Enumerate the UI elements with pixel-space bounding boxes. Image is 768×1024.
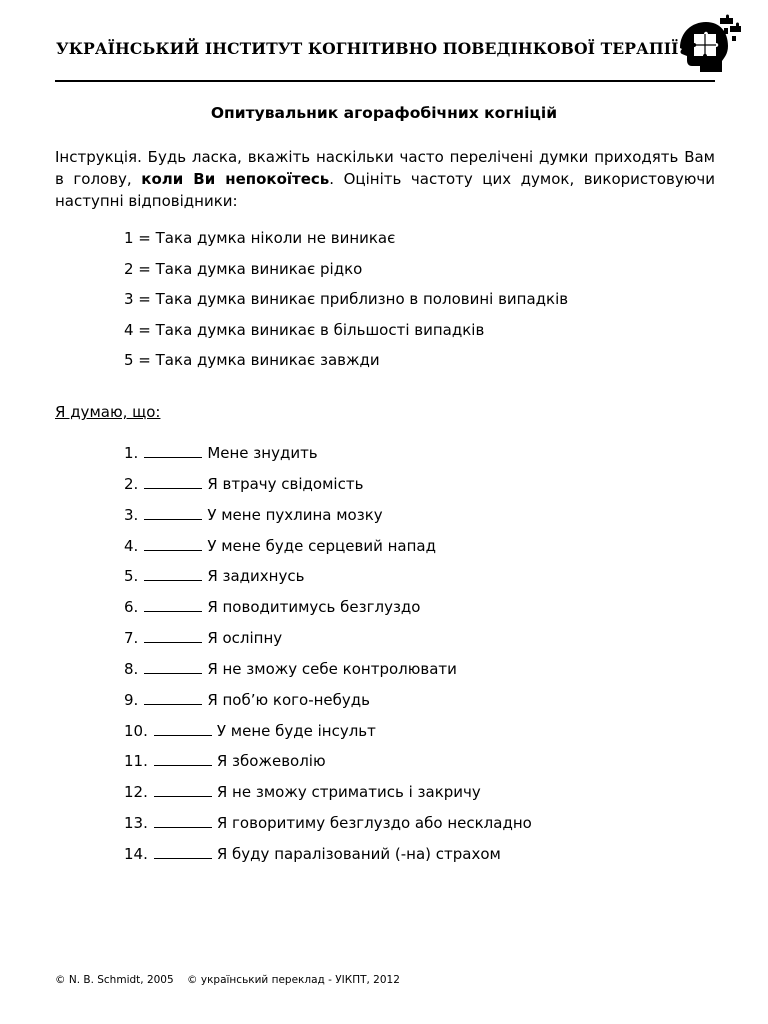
thought-item: [124, 721, 532, 752]
item-number: 13.: [124, 814, 148, 833]
scale-option: 3 = Така думка виникає приблизно в половині випадків: [124, 290, 569, 309]
item-number: 6.: [124, 598, 139, 617]
thought-item: [124, 505, 532, 536]
item-text: Я задихнусь: [207, 567, 305, 586]
answer-blank[interactable]: [144, 566, 202, 581]
item-text: Я збожеволію: [216, 752, 326, 771]
instruction-text-start: Інструкція. Будь ласка, вкажіть наскільки часто перелічені думки приходять Вам в голову,: [55, 148, 715, 188]
thought-item: [124, 474, 532, 505]
instruction-emphasis: коли Ви непокоїтесь: [141, 170, 330, 188]
item-text: Я втрачу свідомість: [207, 474, 364, 493]
thought-item: [124, 536, 532, 567]
item-text: У мене буде серцевий напад: [207, 536, 436, 555]
header-divider: [55, 80, 715, 82]
answer-blank[interactable]: [144, 443, 202, 458]
answer-blank[interactable]: [144, 597, 202, 612]
answer-blank[interactable]: [144, 659, 202, 674]
item-number: 9.: [124, 690, 139, 709]
questionnaire-title: Опитувальник агорафобічних когніцій: [210, 104, 558, 122]
scale-option: 1 = Така думка ніколи не виникає: [124, 229, 396, 247]
thoughts-prompt: Я думаю, що:: [55, 403, 161, 421]
item-text: Я поводитимусь безглуздо: [207, 598, 421, 617]
scale-option: 4 = Така думка виникає в більшості випадків: [124, 320, 485, 339]
instruction-text-end: . Оцініть частоту цих думок, використовуючи наступні відповідники:: [55, 170, 716, 210]
answer-blank[interactable]: [144, 536, 202, 551]
item-text: Я не зможу стриматись і закричу: [216, 783, 481, 802]
answer-blank[interactable]: [144, 474, 202, 489]
instruction-paragraph: [55, 146, 715, 212]
answer-blank[interactable]: [144, 690, 202, 705]
thought-item: [124, 597, 532, 628]
thought-item: [124, 782, 532, 813]
thought-item: [124, 566, 532, 597]
copyright-original: © N. B. Schmidt, 2005: [55, 974, 174, 986]
item-text: Я поб’ю кого-небудь: [207, 690, 370, 709]
item-number: 4.: [124, 536, 139, 555]
answer-blank[interactable]: [154, 813, 212, 828]
scale-option: 5 = Така думка виникає завжди: [124, 351, 380, 370]
item-number: 8.: [124, 659, 139, 678]
item-text: Мене знудить: [207, 444, 318, 462]
item-number: 5.: [124, 567, 139, 586]
item-number: 3.: [124, 505, 139, 524]
item-text: Я говоритиму безглуздо або нескладно: [216, 814, 532, 833]
item-text: Я буду паралізований (-на) страхом: [216, 844, 501, 863]
head-puzzle-icon: [670, 12, 742, 78]
item-number: 7.: [124, 629, 139, 648]
thought-item: [124, 690, 532, 721]
item-text: У мене пухлина мозку: [207, 505, 383, 524]
rating-scale: [124, 229, 568, 382]
answer-blank[interactable]: [154, 721, 212, 736]
item-number: 2.: [124, 474, 139, 493]
answer-blank[interactable]: [154, 782, 212, 797]
copyright-translation: © український переклад - УІКПТ, 2012: [187, 974, 400, 986]
thought-items-list: [124, 443, 532, 875]
thought-item: [124, 751, 532, 782]
item-text: Я осліпну: [207, 629, 283, 648]
scale-option: 2 = Така думка виникає рідко: [124, 259, 363, 278]
answer-blank[interactable]: [154, 844, 212, 859]
item-text: У мене буде інсульт: [216, 721, 376, 740]
item-number: 11.: [124, 752, 148, 771]
thought-item: [124, 659, 532, 690]
institute-title: УКРАЇНСЬКИЙ ІНСТИТУТ КОГНІТИВНО ПОВЕДІНКОВОЇ ТЕРАПІЇ: [56, 39, 679, 58]
thought-item: [124, 443, 532, 474]
item-number: 14.: [124, 844, 148, 863]
item-number: 10.: [124, 721, 148, 740]
thought-item: [124, 628, 532, 659]
thought-item: [124, 844, 532, 875]
item-number: 12.: [124, 783, 148, 802]
answer-blank[interactable]: [154, 751, 212, 766]
answer-blank[interactable]: [144, 505, 202, 520]
thought-item: [124, 813, 532, 844]
answer-blank[interactable]: [144, 628, 202, 643]
item-number: 1.: [124, 444, 139, 462]
footer-copyright: [55, 974, 400, 986]
item-text: Я не зможу себе контролювати: [207, 659, 457, 678]
